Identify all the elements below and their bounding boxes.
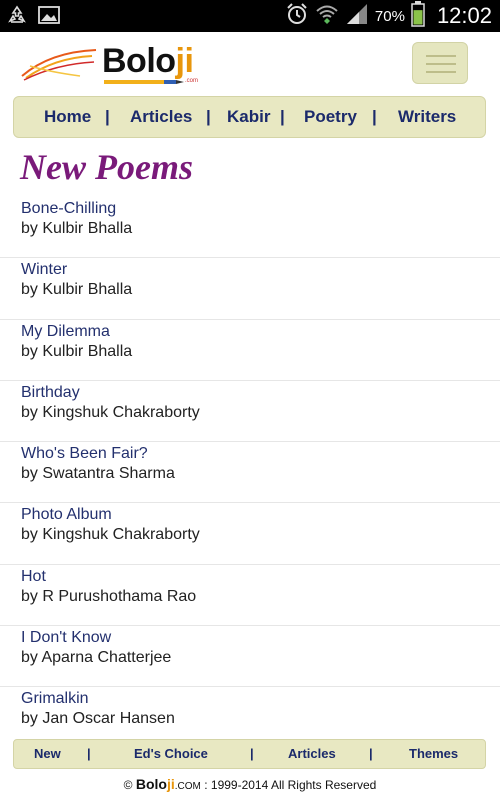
bottom-nav-new[interactable]: New <box>34 746 61 761</box>
poem-author: by Kulbir Bhalla <box>21 220 133 237</box>
poem-author: by Kingshuk Chakraborty <box>21 526 200 544</box>
bottom-nav <box>13 739 486 769</box>
list-item <box>0 197 500 258</box>
poem-title-link[interactable]: Grimalkin <box>21 690 89 708</box>
status-bar <box>0 0 500 32</box>
logo-swoosh-icon <box>20 46 100 84</box>
footer-colon: : <box>204 778 208 792</box>
bottom-nav-themes[interactable]: Themes <box>409 746 459 761</box>
bottom-nav-articles[interactable]: Articles <box>288 746 336 761</box>
battery-icon <box>411 1 425 32</box>
image-icon <box>38 5 60 30</box>
list-item <box>0 503 500 564</box>
alarm-icon <box>285 2 309 31</box>
nav-writers[interactable]: Writers <box>398 107 457 126</box>
list-item <box>0 565 500 626</box>
list-item <box>0 626 500 687</box>
footer-brand-suffix: .COM <box>174 781 201 792</box>
signal-icon <box>345 2 369 31</box>
logo-text: Boloji <box>102 42 194 80</box>
hamburger-icon <box>426 55 456 57</box>
poem-title-link[interactable]: Birthday <box>21 383 80 401</box>
nav-separator: | <box>369 746 373 761</box>
page-title: New Poems <box>20 147 193 187</box>
copyright-symbol: © <box>123 778 133 792</box>
poem-author: by Kingshuk Chakraborty <box>21 403 200 421</box>
list-item <box>0 442 500 503</box>
logo-suffix: .com <box>185 78 199 84</box>
bottom-nav-eds-choice[interactable]: Ed's Choice <box>134 746 208 761</box>
footer <box>0 776 500 798</box>
poem-author: by Kulbir Bhalla <box>21 342 133 360</box>
nav-separator: | <box>372 107 377 126</box>
list-item <box>0 320 500 381</box>
nav-separator: | <box>87 746 91 761</box>
poem-list <box>0 197 500 749</box>
nav-kabir[interactable]: Kabir <box>227 107 271 126</box>
footer-brand: Boloji <box>135 776 175 792</box>
nav-separator: | <box>105 107 110 126</box>
poem-title-link[interactable]: Photo Album <box>21 506 112 524</box>
poem-author: by R Purushothama Rao <box>21 587 197 605</box>
nav-separator: | <box>206 107 211 126</box>
nav-home[interactable]: Home <box>44 107 92 126</box>
poem-author: by Swatantra Sharma <box>21 465 175 483</box>
list-item <box>0 258 500 319</box>
site-logo[interactable] <box>20 40 220 88</box>
status-time: 12:02 <box>436 3 492 28</box>
poem-title-link[interactable]: Hot <box>21 567 46 585</box>
logo-pencil-icon <box>104 79 184 85</box>
poem-title-link[interactable]: My Dilemma <box>21 322 110 340</box>
poem-author: by Aparna Chatterjee <box>21 649 172 667</box>
nav-separator: | <box>250 746 254 761</box>
site-header <box>0 32 500 94</box>
footer-copyright-text: 1999-2014 All Rights Reserved <box>210 778 377 792</box>
poem-title-link[interactable]: Who's Been Fair? <box>21 445 148 463</box>
main-nav <box>13 96 486 138</box>
poem-author: by Jan Oscar Hansen <box>21 710 175 728</box>
poem-author: by Kulbir Bhalla <box>21 281 133 299</box>
nav-articles[interactable]: Articles <box>130 107 193 126</box>
wifi-icon <box>315 2 339 31</box>
battery-percent: 70% <box>374 7 405 25</box>
menu-toggle-button[interactable] <box>412 42 468 84</box>
nav-separator: | <box>280 107 285 126</box>
poem-title-link[interactable]: Bone-Chilling <box>21 200 117 217</box>
list-item <box>0 381 500 442</box>
poem-title-link[interactable]: I Don't Know <box>21 629 112 647</box>
nav-poetry[interactable]: Poetry <box>304 107 357 126</box>
poem-title-link[interactable]: Winter <box>21 261 68 279</box>
recycle-icon <box>6 4 28 31</box>
